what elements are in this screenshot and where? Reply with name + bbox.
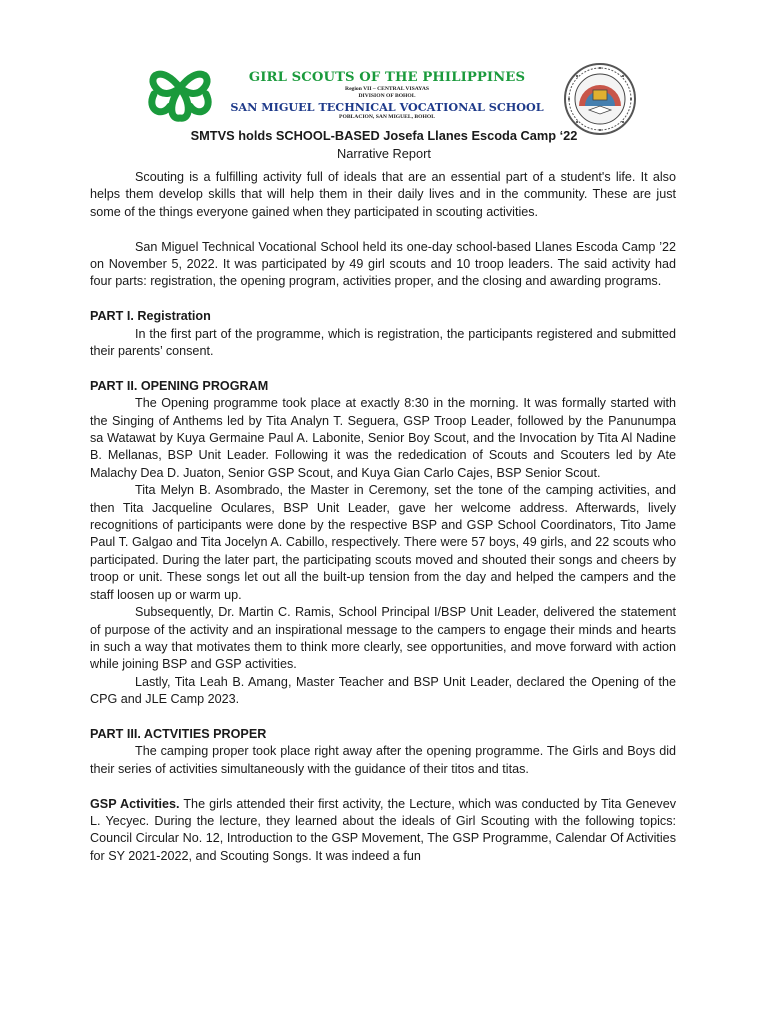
part2-paragraph-1: The Opening programme took place at exactly 8:30 in the morning. It was formally started with the Singing of Anthems led by Tita Analyn T. Seguera, GSP Troop Leader, followed by the Panunumpa sa Watawat by Kuya Germaine Paul A. Labonite, Senior Boy Scout, and the Invocation by Tita Al Nadine B. Mellanas, BSP Unit Leader. Following it was the rededication of Scouts and Scouters led by Ate Malachy Dea D. Juaton, Senior GSP Scout, and Kuya Gian Carlo Cajes, BSP Senior Scout. bbox=[90, 396, 676, 480]
org-name: GIRL SCOUTS OF THE PHILIPPINES bbox=[248, 70, 526, 85]
part2-paragraph-3: Subsequently, Dr. Martin C. Ramis, School Principal I/BSP Unit Leader, delivered the statement of purpose of the activity and an inspirational message to the campers to engage their minds and hearts in such a way that motivates them to think more clearly, see opportunities, and move forward with action while joining BSP and GSP activities. bbox=[90, 605, 676, 672]
part2-heading: PART II. OPENING PROGRAM bbox=[90, 378, 269, 393]
letterhead-text bbox=[228, 70, 546, 121]
trefoil-logo-icon bbox=[140, 54, 220, 124]
document-body bbox=[90, 169, 676, 865]
intro-paragraph-1: Scouting is a fulfilling activity full of ideals that are an essential part of a student's life. It also helps them develop skills that will help them in their daily lives and in the community. These are just some of the things everyone gained when they participated in scouting activities. bbox=[90, 170, 676, 219]
gsp-activities-paragraph bbox=[90, 796, 676, 866]
part3-heading: PART III. ACTVITIES PROPER bbox=[90, 726, 267, 741]
school-address: POBLACION, SAN MIGUEL, BOHOL bbox=[339, 114, 435, 120]
intro-paragraph-2: San Miguel Technical Vocational School held its one-day school-based Llanes Escoda Camp ’22 on November 5, 2022. It was participated by 49 girl scouts and 10 troop leaders. The said activity had four parts: registration, the opening program, activities proper, and the closing and awarding programs. bbox=[90, 239, 676, 289]
part3-paragraph-1: The camping proper took place right away after the opening programme. The Girls and Boys did their series of activities simultaneously with the guidance of their titos and titas. bbox=[90, 744, 676, 776]
gsp-activities-text: The girls attended their first activity, the Lecture, which was conducted by Tita Genevev L. Yecyec. During the lecture, they learned about the ideals of Girl Scouting with the following topics: Council Circular No. 12, Introduction to the GSP Movement, The GSP Programme, Calendar Of Activities for SY 2021-2022, and Scouting Songs. It was indeed a fun bbox=[90, 796, 676, 863]
part2-paragraph-2: Tita Melyn B. Asombrado, the Master in Ceremony, set the tone of the camping activities, and then Tita Jacqueline Oculares, BSP Unit Leader, gave her welcome address. Afterwards, lively recognitions of participants were done by the respective BSP and GSP School Coordinators, Tito Jame Paul T. Galgao and Tita Jocelyn A. Cabillo, respectively. There were 57 boys, 49 girls, and 22 scouts who participated. During the later part, the participating scouts moved and shouted their songs and cheers by troop or unit. These songs let out all the built-up tension from the day and helped the campers and the staff loosen up or warm up. bbox=[90, 483, 676, 602]
org-division: DIVISION OF BOHOL bbox=[358, 93, 416, 99]
part1-heading: PART I. Registration bbox=[90, 309, 211, 324]
document-subtitle: Narrative Report bbox=[337, 146, 431, 161]
school-name: SAN MIGUEL TECHNICAL VOCATIONAL SCHOOL bbox=[230, 100, 544, 114]
part2-paragraph-4: Lastly, Tita Leah B. Amang, Master Teacher and BSP Unit Leader, declared the Opening of the CPG and JLE Camp 2023. bbox=[90, 674, 676, 707]
part1-paragraph: In the first part of the programme, which is registration, the participants registered and submitted their parents’ consent. bbox=[90, 326, 676, 359]
letterhead bbox=[0, 0, 768, 130]
document-title: SMTVS holds SCHOOL-BASED Josefa Llanes Escoda Camp ‘22 bbox=[190, 128, 578, 143]
gsp-activities-label: GSP Activities. bbox=[90, 796, 180, 811]
org-region: Region VII – CENTRAL VISAYAS bbox=[345, 86, 429, 92]
school-seal-icon bbox=[563, 62, 637, 136]
